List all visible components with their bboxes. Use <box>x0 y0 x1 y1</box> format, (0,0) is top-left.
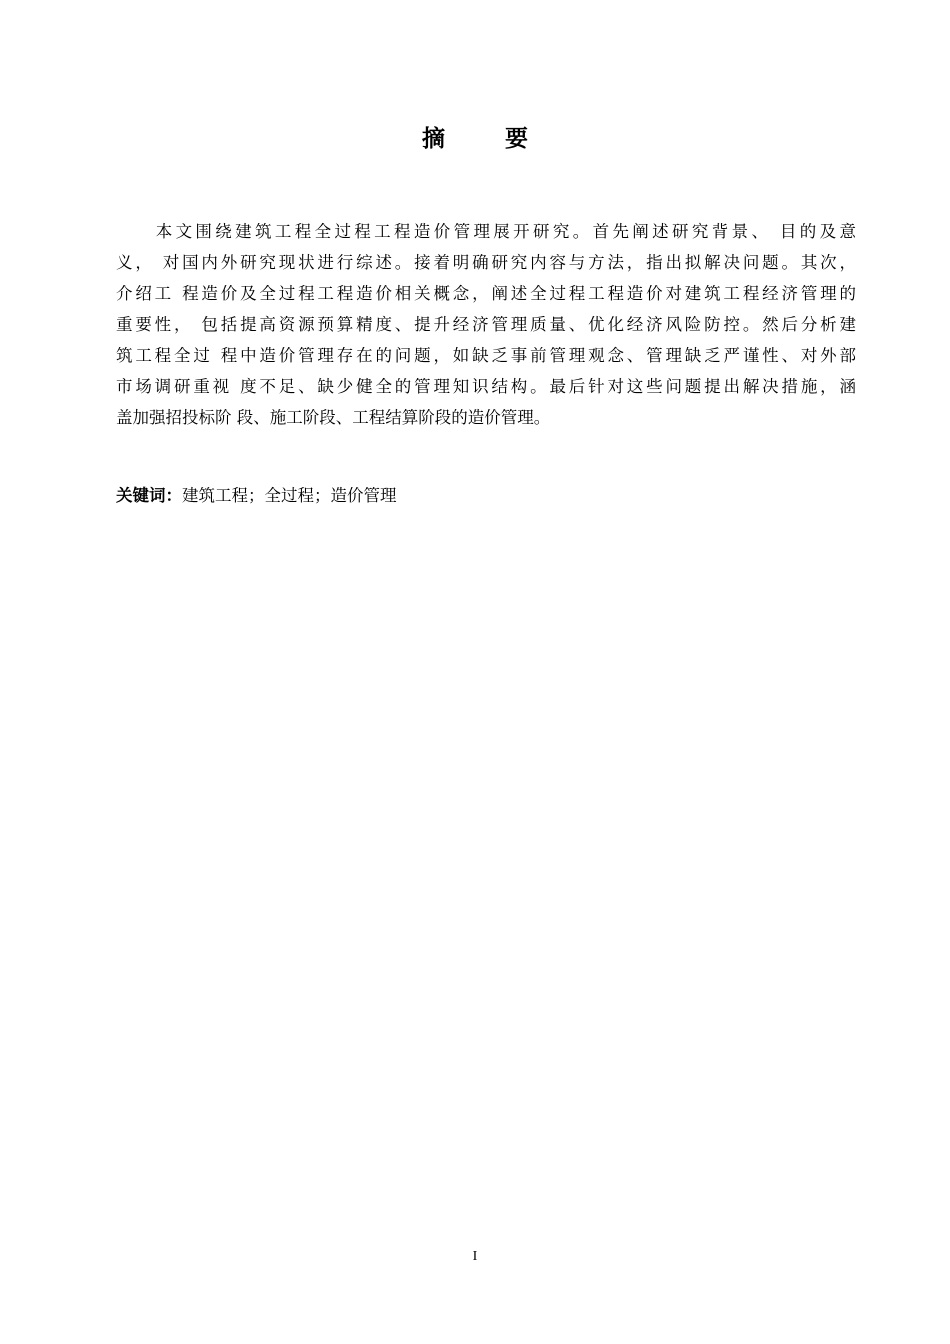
abstract-line: 义， 对国内外研究现状进行综述。接着明确研究内容与方法，指出拟解决问题。其次， <box>116 253 856 272</box>
page-title: 摘 要 <box>421 126 554 152</box>
abstract-line: 盖加强招投标阶 段、施工阶段、工程结算阶段的造价管理。 <box>116 408 551 427</box>
keywords-label: 关键词： <box>116 486 182 505</box>
keywords-text: 建筑工程；全过程；造价管理 <box>182 486 397 505</box>
abstract-line: 市场调研重视 度不足、缺少健全的管理知识结构。最后针对这些问题提出解决措施，涵 <box>116 377 856 396</box>
abstract-body <box>116 216 856 433</box>
abstract-line: 本文围绕建筑工程全过程工程造价管理展开研究。首先阐述研究背景、 目的及意 <box>116 222 856 241</box>
abstract-line: 重要性， 包括提高资源预算精度、提升经济管理质量、优化经济风险防控。然后分析建 <box>116 315 856 334</box>
page-number: I <box>472 1249 478 1264</box>
abstract-line: 介绍工 程造价及全过程工程造价相关概念，阐述全过程工程造价对建筑工程经济管理的 <box>116 284 856 303</box>
keywords <box>116 480 397 511</box>
abstract-line: 筑工程全过 程中造价管理存在的问题，如缺乏事前管理观念、管理缺乏严谨性、对外部 <box>116 346 856 365</box>
